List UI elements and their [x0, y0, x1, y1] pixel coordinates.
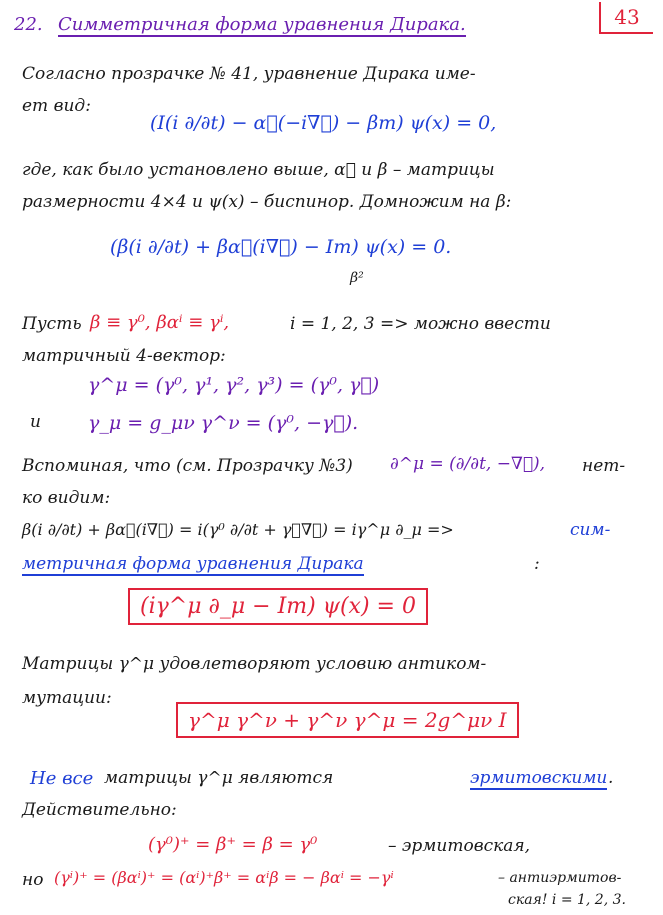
symmetric-form-label: метричная форма уравнения Дирака	[22, 554, 364, 574]
boxed-anticommutation: γ^μ γ^ν + γ^ν γ^μ = 2g^μν I	[176, 702, 519, 738]
antihermitian-gammai: (γⁱ)⁺ = (βαⁱ)⁺ = (αⁱ)⁺β⁺ = αⁱβ = − βαⁱ = −γⁱ	[54, 868, 394, 887]
text-line-17c: – антиэрмитов-	[498, 870, 622, 886]
equation-gamma-upper: γ^μ = (γ⁰, γ¹, γ², γ³) = (γ⁰, γ⃗)	[88, 374, 380, 396]
text-line-11b: :	[534, 554, 540, 574]
text-line-14a: Не все	[30, 768, 94, 789]
text-line-9: ко видим:	[22, 488, 111, 508]
text-line-7: и	[30, 412, 41, 432]
hermitian-gamma0: (γ⁰)⁺ = β⁺ = β = γ⁰	[148, 834, 318, 855]
beta-squared-note: β²	[350, 270, 364, 286]
boxed-dirac-equation: (iγ^μ ∂_μ − Im) ψ(x) = 0	[128, 588, 428, 625]
text-line-6: матричный 4-вектор:	[22, 346, 226, 366]
text-line-17a: но	[22, 870, 44, 890]
partial-derivative-def: ∂^μ = (∂/∂t, −∇⃗),	[390, 454, 546, 474]
text-line-5a: Пусть	[22, 314, 82, 334]
text-line-12: Матрицы γ^μ удовлетворяют условию антиком-	[22, 654, 487, 674]
hermitian-word: эрмитовскими	[470, 768, 608, 788]
text-line-10b: сим-	[570, 520, 611, 540]
section-number: 22.	[14, 14, 43, 35]
text-line-8a: Вспоминая, что (см. Прозрачку №3)	[22, 456, 353, 476]
derivation-line: β(i ∂/∂t) + βα⃗(i∇⃗) = i(γ⁰ ∂/∂t + γ⃗∇⃗) = iγ^μ ∂_μ =>	[22, 520, 454, 539]
text-line-16b: – эрмитовская,	[388, 836, 531, 856]
text-line-1: Согласно прозрачке № 41, уравнение Дирака име-	[22, 64, 476, 84]
equation-dirac: (I(i ∂/∂t) − α⃗(−i∇⃗) − βm) ψ(x) = 0,	[150, 112, 497, 134]
text-line-2: ет вид:	[22, 96, 91, 116]
text-line-18: ская! i = 1, 2, 3.	[508, 892, 626, 908]
page-number: 43	[599, 2, 653, 34]
text-line-8c: нет-	[582, 456, 626, 476]
text-line-5c: i = 1, 2, 3 => можно ввести	[290, 314, 551, 334]
text-line-3: где, как было установлено выше, α⃗ и β – матрицы	[22, 160, 495, 180]
text-line-15: Действительно:	[22, 800, 177, 820]
text-line-14d: .	[608, 768, 614, 788]
section-title: Симметричная форма уравнения Дирака.	[58, 14, 466, 35]
equation-gamma-lower: γ_μ = g_μν γ^ν = (γ⁰, −γ⃗).	[88, 412, 359, 434]
text-line-13: мутации:	[22, 688, 112, 708]
text-line-14b: матрицы γ^μ являются	[104, 768, 334, 788]
gamma-definition: β ≡ γ⁰, βαⁱ ≡ γⁱ,	[90, 312, 230, 333]
equation-multiplied: (β(i ∂/∂t) + βα⃗(i∇⃗) − Im) ψ(x) = 0.	[110, 236, 452, 258]
text-line-4: размерности 4×4 и ψ(x) – биспинор. Домножим на β:	[22, 192, 512, 212]
